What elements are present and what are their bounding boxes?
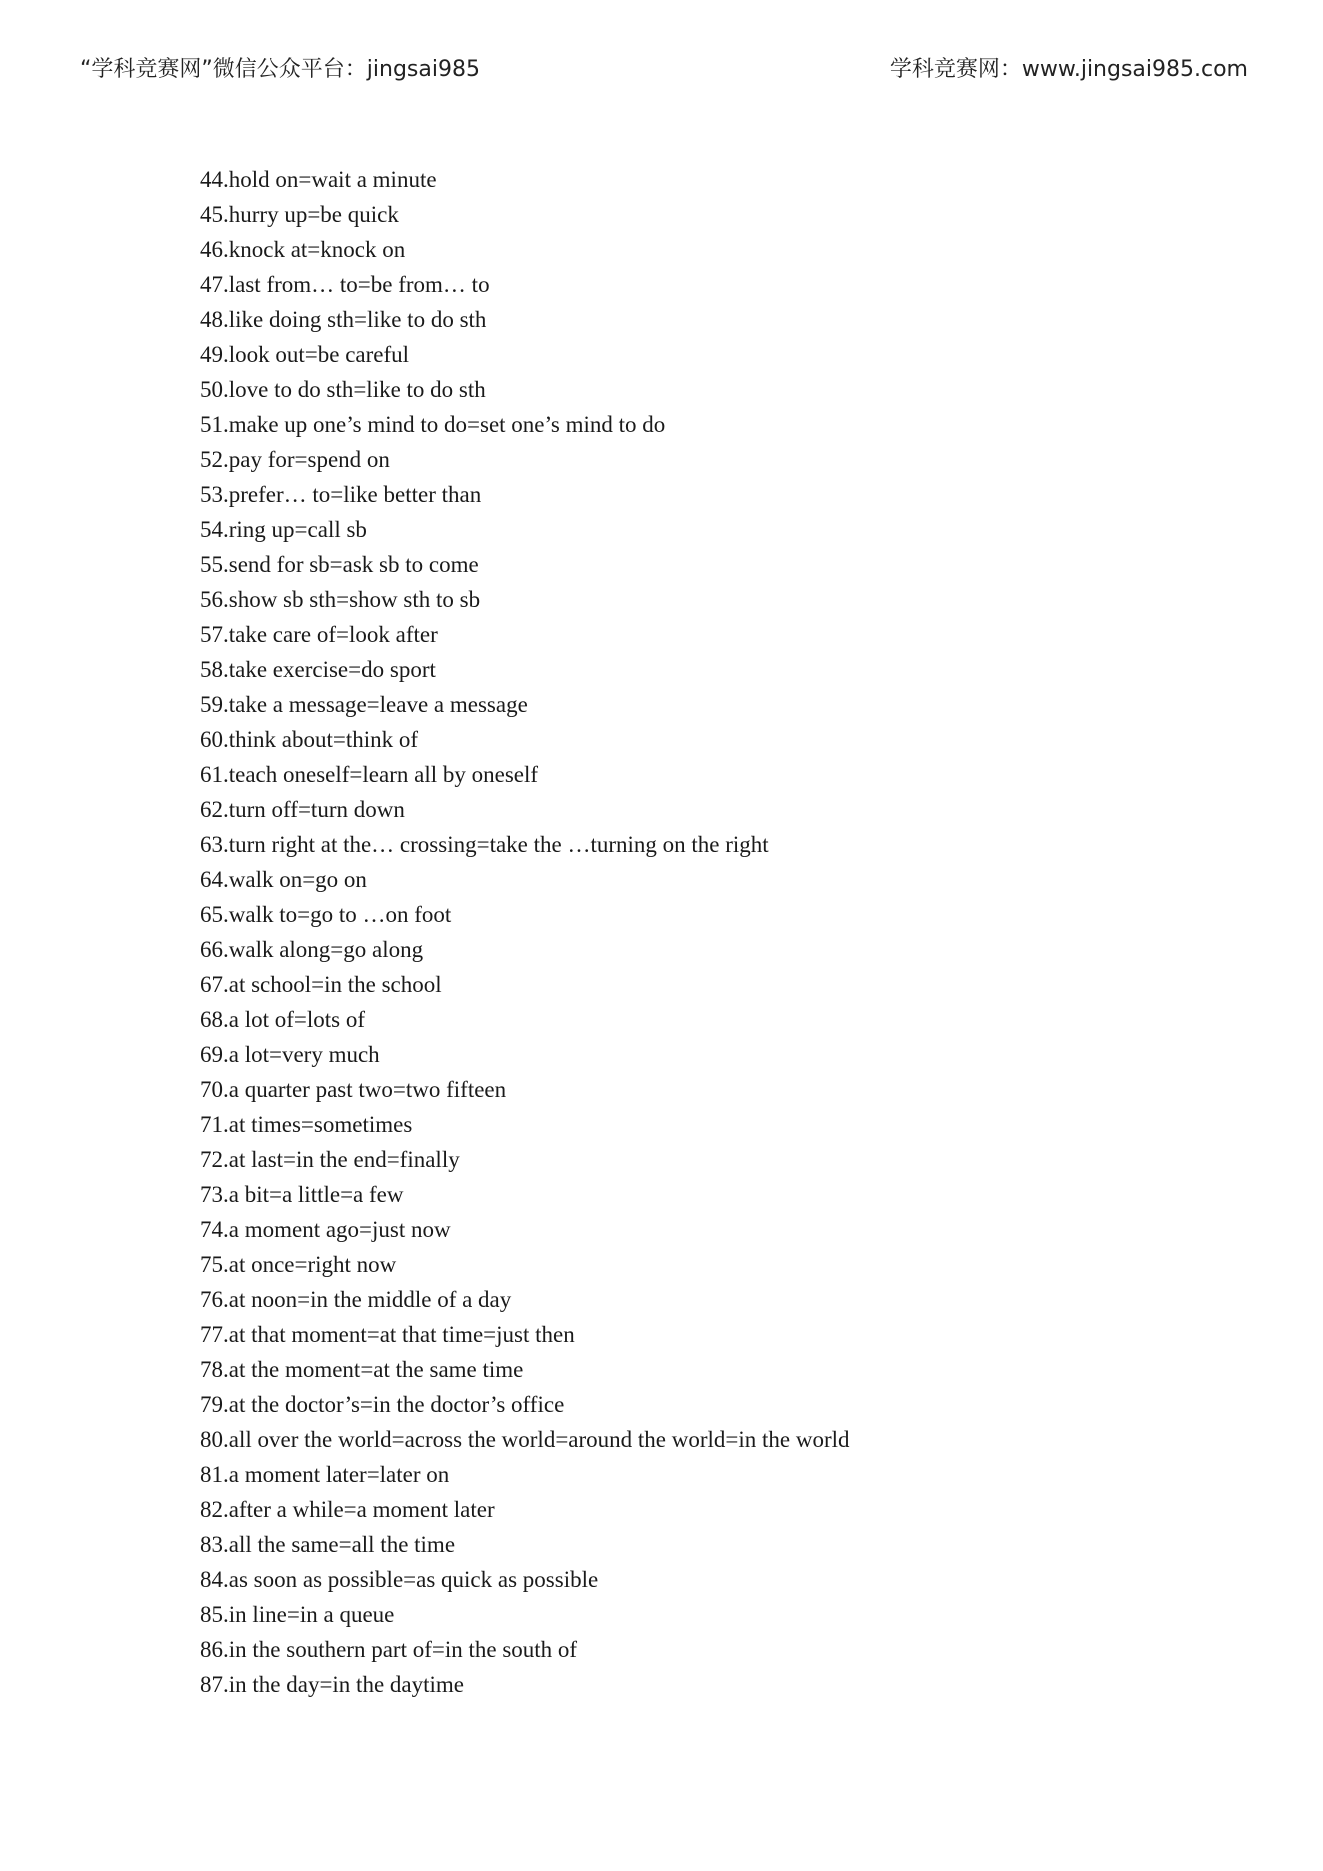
phrase-item: 52.pay for=spend on [200, 447, 390, 472]
phrase-item: 75.at once=right now [200, 1252, 397, 1277]
phrase-item: 44.hold on=wait a minute [200, 167, 437, 192]
phrase-item: 46.knock at=knock on [200, 237, 406, 262]
phrase-item: 81.a moment later=later on [200, 1462, 450, 1487]
phrase-item: 70.a quarter past two=two fifteen [200, 1077, 507, 1102]
phrase-item: 80.all over the world=across the world=around the world=in the world [200, 1427, 850, 1452]
phrase-item: 82.after a while=a moment later [200, 1497, 495, 1522]
phrase-item: 62.turn off=turn down [200, 797, 405, 822]
phrase-item: 84.as soon as possible=as quick as possible [200, 1567, 599, 1592]
phrase-item: 72.at last=in the end=finally [200, 1147, 460, 1172]
phrase-item: 55.send for sb=ask sb to come [200, 552, 479, 577]
phrase-item: 73.a bit=a little=a few [200, 1182, 404, 1207]
header-wechat-label: “学科竞赛网”微信公众平台：jingsai985 [80, 57, 480, 82]
phrase-item: 64.walk on=go on [200, 867, 367, 892]
phrase-item: 50.love to do sth=like to do sth [200, 377, 486, 402]
phrase-item: 85.in line=in a queue [200, 1602, 395, 1627]
phrase-item: 58.take exercise=do sport [200, 657, 436, 682]
phrase-item: 69.a lot=very much [200, 1042, 380, 1067]
phrase-item: 51.make up one’s mind to do=set one’s mind to do [200, 412, 666, 437]
phrase-item: 79.at the doctor’s=in the doctor’s office [200, 1392, 565, 1417]
phrase-item: 63.turn right at the… crossing=take the …turning on the right [200, 832, 769, 857]
phrase-item: 66.walk along=go along [200, 937, 424, 962]
phrase-item: 48.like doing sth=like to do sth [200, 307, 487, 332]
phrase-item: 59.take a message=leave a message [200, 692, 528, 717]
phrase-item: 86.in the southern part of=in the south of [200, 1637, 578, 1662]
phrase-item: 83.all the same=all the time [200, 1532, 456, 1557]
phrase-item: 87.in the day=in the daytime [200, 1672, 464, 1697]
phrase-item: 60.think about=think of [200, 727, 419, 752]
phrase-list [200, 162, 850, 1702]
phrase-item: 54.ring up=call sb [200, 517, 367, 542]
phrase-item: 74.a moment ago=just now [200, 1217, 451, 1242]
page-header [0, 52, 1323, 84]
phrase-item: 57.take care of=look after [200, 622, 438, 647]
phrase-item: 47.last from… to=be from… to [200, 272, 490, 297]
phrase-item: 67.at school=in the school [200, 972, 442, 997]
phrase-item: 49.look out=be careful [200, 342, 410, 367]
phrase-item: 78.at the moment=at the same time [200, 1357, 524, 1382]
phrase-item: 76.at noon=in the middle of a day [200, 1287, 512, 1312]
phrase-item: 45.hurry up=be quick [200, 202, 399, 227]
phrase-item: 68.a lot of=lots of [200, 1007, 366, 1032]
phrase-item: 65.walk to=go to …on foot [200, 902, 452, 927]
phrase-item: 53.prefer… to=like better than [200, 482, 482, 507]
phrase-item: 77.at that moment=at that time=just then [200, 1322, 575, 1347]
phrase-item: 56.show sb sth=show sth to sb [200, 587, 481, 612]
phrase-item: 71.at times=sometimes [200, 1112, 413, 1137]
phrase-item: 61.teach oneself=learn all by oneself [200, 762, 539, 787]
header-website-label: 学科竞赛网：www.jingsai985.com [889, 57, 1248, 82]
